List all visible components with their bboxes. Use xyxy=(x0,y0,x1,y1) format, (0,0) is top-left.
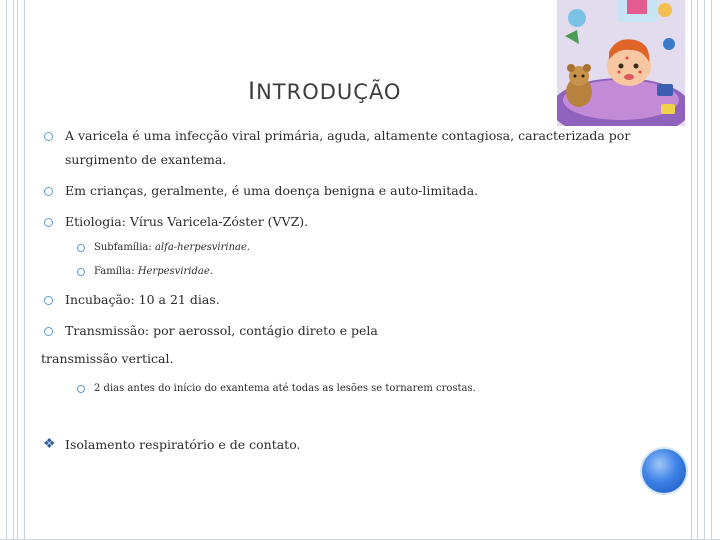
circle-bullet-icon xyxy=(77,268,85,276)
list-item-text: Etiologia: Vírus Varicela-Zóster (VVZ). xyxy=(65,214,309,229)
list-item-text: Transmissão: por aerossol, contágio direto e pela xyxy=(65,323,378,338)
sub-label: Subfamília: xyxy=(94,242,155,253)
circle-bullet-icon xyxy=(77,244,85,252)
sub-list-item-text xyxy=(94,238,250,258)
sub-italic: alfa-herpesvirinae. xyxy=(154,242,251,253)
sub-label: Família: xyxy=(94,266,138,277)
list-item-text: Incubação: 10 a 21 dias. xyxy=(65,292,220,307)
sub-list-item-text xyxy=(94,262,213,282)
circle-bullet-icon xyxy=(44,187,53,196)
sub-italic: Herpesviridae. xyxy=(137,266,213,277)
list-item-text-continued: transmissão vertical. xyxy=(41,351,174,366)
list-item-text: Em crianças, geralmente, é uma doença benigna e auto-limitada. xyxy=(65,183,479,198)
circle-bullet-icon xyxy=(77,385,85,393)
sub-list-item-text: 2 dias antes do início do exantema até todas as lesões se tornarem crostas. xyxy=(94,383,476,394)
list-item-text: A varicela é uma infecção viral primária, aguda, altamente contagiosa, caracterizada por xyxy=(65,128,631,143)
title-rest: NTRODUÇÃO xyxy=(256,80,402,104)
title-first-letter: I xyxy=(248,77,257,105)
diamond-bullet-icon: ❖ xyxy=(43,436,56,452)
list-item-text: Isolamento respiratório e de contato. xyxy=(65,437,301,452)
circle-bullet-icon xyxy=(44,327,53,336)
circle-bullet-icon xyxy=(44,132,53,141)
list-item-text-continued: surgimento de exantema. xyxy=(65,152,227,167)
circle-bullet-icon xyxy=(44,296,53,305)
blue-sphere-icon xyxy=(642,449,686,493)
circle-bullet-icon xyxy=(44,218,53,227)
